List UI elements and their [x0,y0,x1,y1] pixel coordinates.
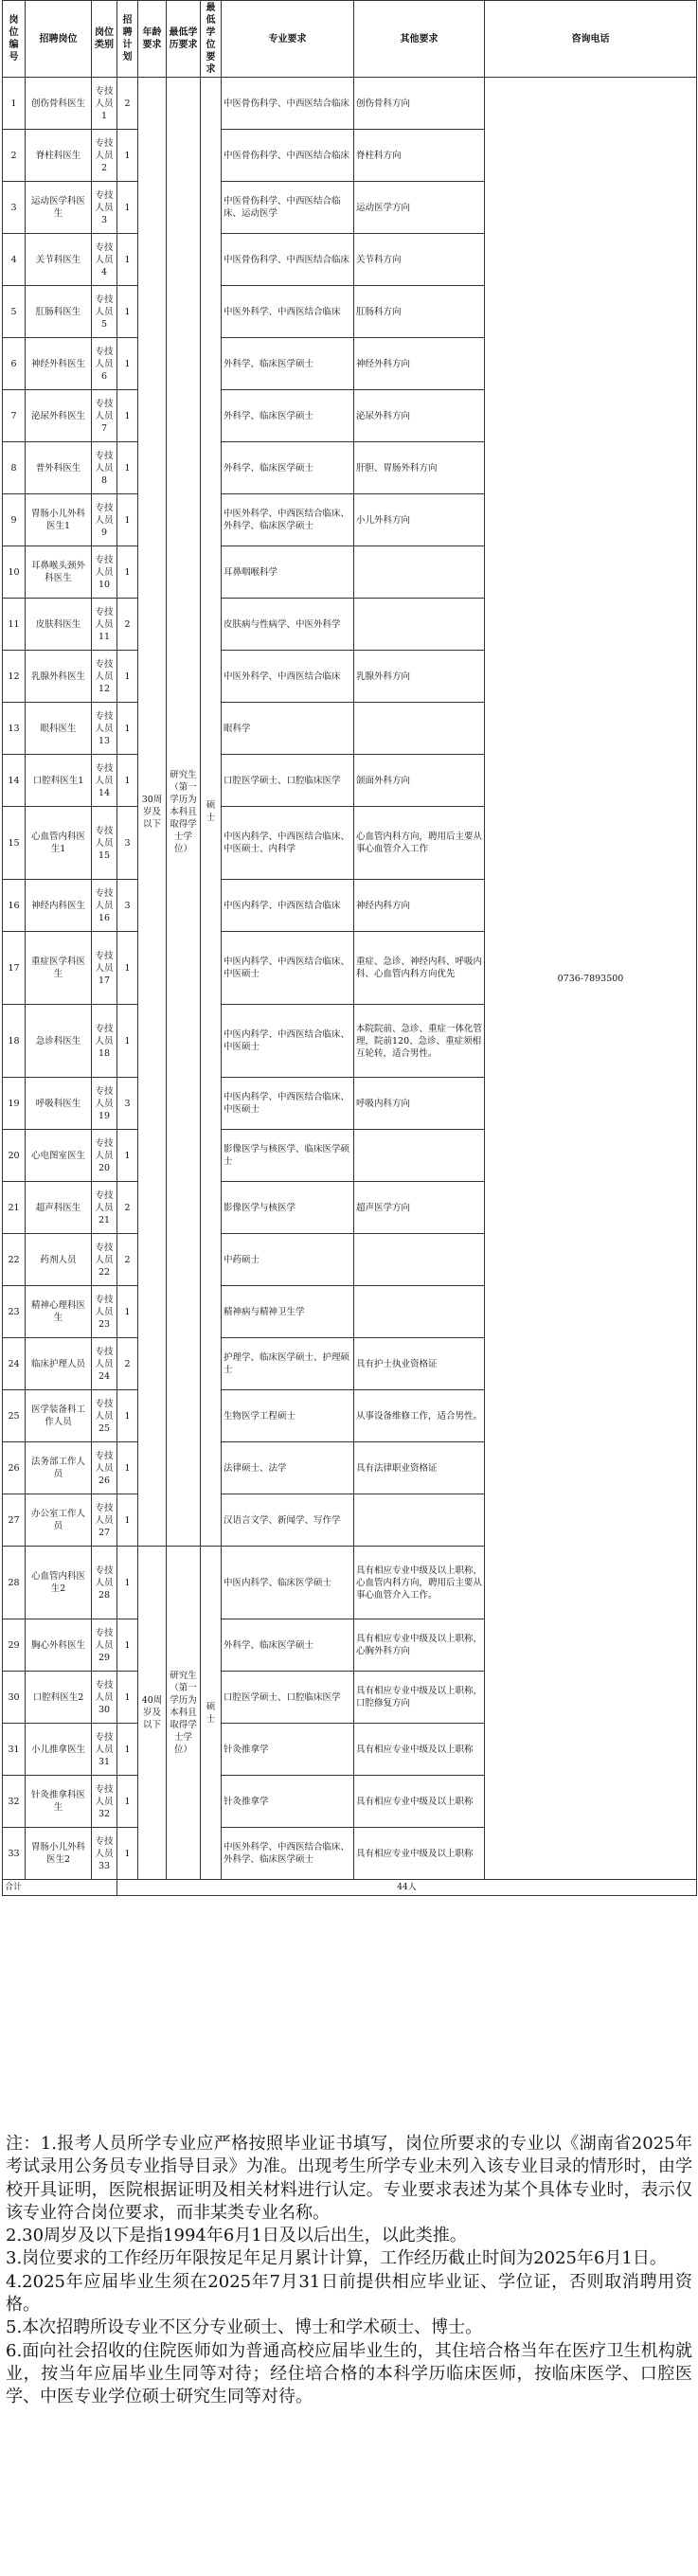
post-name-cell: 口腔科医生1 [26,755,92,807]
post-category-cell: 专技人员6 [92,338,117,390]
post-name-cell: 胸心外科医生 [26,1619,92,1672]
other-requirement-cell: 运动医学方向 [354,182,485,234]
recruit-plan-cell: 1 [117,546,138,599]
total-row [3,1880,697,1896]
post-id-cell: 28 [3,1547,26,1619]
recruit-plan-cell: 1 [117,1724,138,1776]
other-requirement-cell: 肛肠科方向 [354,286,485,338]
recruit-plan-cell: 2 [117,1338,138,1390]
post-id-cell: 2 [3,130,26,182]
header-cell: 专业要求 [222,1,354,78]
post-category-cell: 专技人员21 [92,1182,117,1234]
other-requirement-cell: 创伤骨科方向 [354,78,485,130]
recruit-plan-cell: 1 [117,755,138,807]
other-requirement-cell: 泌尿外科方向 [354,390,485,442]
post-id-cell: 27 [3,1494,26,1547]
recruit-plan-cell: 3 [117,807,138,880]
recruit-plan-cell: 1 [117,932,138,1005]
recruit-plan-cell: 1 [117,286,138,338]
post-category-cell: 专技人员10 [92,546,117,599]
note-paragraph: 5.本次招聘所设专业不区分专业硕士、博士和学术硕士、博士。 [6,2317,483,2338]
post-id-cell: 22 [3,1234,26,1286]
recruit-plan-cell: 3 [117,1078,138,1130]
recruit-plan-cell: 2 [117,1234,138,1286]
post-id-cell: 4 [3,234,26,286]
note-paragraph: 4.2025年应届毕业生须在2025年7月31日前提供相应毕业证、学位证，否则取消聘用资格。 [6,2271,692,2316]
header-cell: 最低学历要求 [167,1,201,78]
post-category-cell: 专技人员16 [92,880,117,932]
other-requirement-cell: 具有护士执业资格证 [354,1338,485,1390]
recruit-plan-cell: 3 [117,880,138,932]
major-requirement-cell: 中医内科学、中西医结合临床、中医硕士、内科学 [222,807,354,880]
other-requirement-cell: 从事设备维修工作，适合男性。 [354,1390,485,1442]
major-requirement-cell: 中医外科学、中西医结合临床、外科学、临床医学硕士 [222,1828,354,1880]
note-paragraph: 注：1.报考人员所学专业应严格按照毕业证书填写，岗位所要求的专业以《湖南省2025年考试录用公务员专业指导目录》为准。出现考生所学专业未列入该专业目录的情形时，由学校开具证明，医院根据证明及相关材料进行认定。专业要求表述为某个具体专业时，表示仅该专业符合岗位要求，而非某类专业名称。 [6,2134,692,2223]
post-category-cell: 专技人员27 [92,1494,117,1547]
post-category-cell: 专技人员26 [92,1442,117,1494]
major-requirement-cell: 中医内科学、中西医结合临床、中医硕士 [222,1078,354,1130]
post-name-cell: 药剂人员 [26,1234,92,1286]
post-category-cell: 专技人员25 [92,1390,117,1442]
recruit-plan-cell: 1 [117,703,138,755]
post-name-cell: 心电图室医生 [26,1130,92,1182]
post-name-cell: 口腔科医生2 [26,1672,92,1724]
major-requirement-cell: 中药硕士 [222,1234,354,1286]
major-requirement-cell: 中医外科学、中西医结合临床 [222,286,354,338]
other-requirement-cell: 具有相应专业中级及以上职称，心胸外科方向 [354,1619,485,1672]
post-category-cell: 专技人员4 [92,234,117,286]
post-name-cell: 脊柱科医生 [26,130,92,182]
recruit-plan-cell: 1 [117,1672,138,1724]
post-name-cell: 心血管内科医生1 [26,807,92,880]
major-requirement-cell: 外科学、临床医学硕士 [222,442,354,494]
major-requirement-cell: 汉语言文学、新闻学、写作学 [222,1494,354,1547]
post-category-cell: 专技人员11 [92,599,117,651]
post-name-cell: 关节科医生 [26,234,92,286]
major-requirement-cell: 眼科学 [222,703,354,755]
post-id-cell: 10 [3,546,26,599]
post-category-cell: 专技人员24 [92,1338,117,1390]
post-name-cell: 肛肠科医生 [26,286,92,338]
post-name-cell: 心血管内科医生2 [26,1547,92,1619]
recruit-plan-cell: 1 [117,1776,138,1828]
degree-requirement-cell: 硕士 [201,1547,222,1880]
post-category-cell: 专技人员1 [92,78,117,130]
post-id-cell: 18 [3,1005,26,1078]
post-category-cell: 专技人员22 [92,1234,117,1286]
header-cell: 其他要求 [354,1,485,78]
major-requirement-cell: 中医骨伤科学、中西医结合临床 [222,78,354,130]
post-id-cell: 24 [3,1338,26,1390]
other-requirement-cell: 肝胆、胃肠外科方向 [354,442,485,494]
major-requirement-cell: 中医内科学、中西医结合临床、中医硕士 [222,932,354,1005]
header-cell: 最低学位要求 [201,1,222,78]
education-requirement-cell: 研究生（第一学历为本科且取得学士学位） [167,78,201,1547]
post-category-cell: 专技人员9 [92,494,117,546]
post-name-cell: 神经外科医生 [26,338,92,390]
other-requirement-cell: 颌面外科方向 [354,755,485,807]
recruit-plan-cell: 1 [117,651,138,703]
major-requirement-cell: 口腔医学硕士、口腔临床医学 [222,755,354,807]
header-cell: 咨询电话 [485,1,697,78]
post-category-cell: 专技人员33 [92,1828,117,1880]
age-requirement-cell: 30周岁及以下 [138,78,167,1547]
post-id-cell: 3 [3,182,26,234]
recruit-plan-cell: 1 [117,1005,138,1078]
other-requirement-cell: 乳腺外科方向 [354,651,485,703]
post-id-cell: 20 [3,1130,26,1182]
age-requirement-cell: 40周岁及以下 [138,1547,167,1880]
other-requirement-cell: 具有法律职业资格证 [354,1442,485,1494]
major-requirement-cell: 外科学、临床医学硕士 [222,390,354,442]
major-requirement-cell: 中医外科学、中西医结合临床 [222,651,354,703]
table-header-row [3,1,697,78]
major-requirement-cell: 中医内科学、临床医学硕士 [222,1547,354,1619]
note-paragraph: 6.面向社会招收的住院医师如为普通高校应届毕业生的，其住培合格当年在医疗卫生机构就业，按当年应届毕业生同等对待；经住培合格的本科学历临床医师，按临床医学、口腔医学、中医专业学位硕士研究生同等对待。 [6,2340,692,2407]
major-requirement-cell: 中医外科学、中西医结合临床、外科学、临床医学硕士 [222,494,354,546]
post-category-cell: 专技人员8 [92,442,117,494]
post-name-cell: 眼科医生 [26,703,92,755]
recruit-plan-cell: 2 [117,1182,138,1234]
other-requirement-cell [354,1286,485,1338]
major-requirement-cell: 影像医学与核医学 [222,1182,354,1234]
post-name-cell: 泌尿外科医生 [26,390,92,442]
post-name-cell: 急诊科医生 [26,1005,92,1078]
education-requirement-cell: 研究生（第一学历为本科且取得学士学位） [167,1547,201,1880]
post-name-cell: 临床护理人员 [26,1338,92,1390]
post-category-cell: 专技人员7 [92,390,117,442]
recruit-plan-cell: 1 [117,1619,138,1672]
post-category-cell: 专技人员29 [92,1619,117,1672]
major-requirement-cell: 法律硕士、法学 [222,1442,354,1494]
post-name-cell: 超声科医生 [26,1182,92,1234]
post-category-cell: 专技人员5 [92,286,117,338]
post-name-cell: 小儿推拿医生 [26,1724,92,1776]
other-requirement-cell: 具有相应专业中级及以上职称 [354,1828,485,1880]
post-category-cell: 专技人员32 [92,1776,117,1828]
post-category-cell: 专技人员3 [92,182,117,234]
post-id-cell: 33 [3,1828,26,1880]
total-label-cell: 合计 [3,1880,117,1896]
recruit-plan-cell: 1 [117,234,138,286]
recruit-plan-cell: 1 [117,442,138,494]
post-id-cell: 12 [3,651,26,703]
other-requirement-cell [354,1494,485,1547]
recruit-plan-cell: 1 [117,1390,138,1442]
major-requirement-cell: 外科学、临床医学硕士 [222,338,354,390]
recruitment-table [2,0,697,1896]
other-requirement-cell: 具有相应专业中级及以上职称 [354,1724,485,1776]
post-name-cell: 法务部工作人员 [26,1442,92,1494]
post-category-cell: 专技人员28 [92,1547,117,1619]
post-category-cell: 专技人员20 [92,1130,117,1182]
notes-section [6,2133,692,2409]
post-category-cell: 专技人员12 [92,651,117,703]
post-name-cell: 针灸推拿科医生 [26,1776,92,1828]
other-requirement-cell: 具有相应专业中级及以上职称，口腔修复方向 [354,1672,485,1724]
major-requirement-cell: 针灸推拿学 [222,1724,354,1776]
post-name-cell: 创伤骨科医生 [26,78,92,130]
recruit-plan-cell: 1 [117,1286,138,1338]
recruit-plan-cell: 1 [117,1130,138,1182]
post-name-cell: 乳腺外科医生 [26,651,92,703]
other-requirement-cell: 呼吸内科方向 [354,1078,485,1130]
other-requirement-cell: 关节科方向 [354,234,485,286]
post-name-cell: 医学装备科工作人员 [26,1390,92,1442]
major-requirement-cell: 中医内科学、中西医结合临床、中医硕士 [222,1005,354,1078]
major-requirement-cell: 精神病与精神卫生学 [222,1286,354,1338]
post-id-cell: 29 [3,1619,26,1672]
recruit-plan-cell: 1 [117,1828,138,1880]
header-cell: 招聘计划 [117,1,138,78]
post-id-cell: 23 [3,1286,26,1338]
post-id-cell: 1 [3,78,26,130]
major-requirement-cell: 皮肤病与性病学、中医外科学 [222,599,354,651]
recruit-plan-cell: 1 [117,1494,138,1547]
other-requirement-cell: 神经内科方向 [354,880,485,932]
post-category-cell: 专技人员2 [92,130,117,182]
post-category-cell: 专技人员18 [92,1005,117,1078]
post-name-cell: 神经内科医生 [26,880,92,932]
header-cell: 招聘岗位 [26,1,92,78]
major-requirement-cell: 外科学、临床医学硕士 [222,1619,354,1672]
major-requirement-cell: 中医内科学、中西医结合临床 [222,880,354,932]
header-cell: 岗位编号 [3,1,26,78]
post-name-cell: 胃肠小儿外科医生1 [26,494,92,546]
other-requirement-cell: 脊柱科方向 [354,130,485,182]
post-id-cell: 21 [3,1182,26,1234]
post-category-cell: 专技人员30 [92,1672,117,1724]
post-category-cell: 专技人员13 [92,703,117,755]
major-requirement-cell: 口腔医学硕士、口腔临床医学 [222,1672,354,1724]
post-name-cell: 耳鼻喉头颈外科医生 [26,546,92,599]
major-requirement-cell: 护理学、临床医学硕士、护理硕士 [222,1338,354,1390]
recruit-plan-cell: 2 [117,78,138,130]
post-id-cell: 16 [3,880,26,932]
other-requirement-cell [354,703,485,755]
post-id-cell: 6 [3,338,26,390]
other-requirement-cell: 本院院前、急诊、重症一体化管理，院前120、急诊、重症须相互轮转，适合男性。 [354,1005,485,1078]
other-requirement-cell: 小儿外科方向 [354,494,485,546]
post-name-cell: 普外科医生 [26,442,92,494]
major-requirement-cell: 针灸推拿学 [222,1776,354,1828]
degree-requirement-cell: 硕士 [201,78,222,1547]
other-requirement-cell: 超声医学方向 [354,1182,485,1234]
post-id-cell: 32 [3,1776,26,1828]
major-requirement-cell: 中医骨伤科学、中西医结合临床 [222,130,354,182]
post-name-cell: 皮肤科医生 [26,599,92,651]
post-category-cell: 专技人员31 [92,1724,117,1776]
other-requirement-cell [354,546,485,599]
other-requirement-cell [354,1234,485,1286]
post-category-cell: 专技人员17 [92,932,117,1005]
post-name-cell: 呼吸科医生 [26,1078,92,1130]
post-id-cell: 14 [3,755,26,807]
post-name-cell: 办公室工作人员 [26,1494,92,1547]
post-id-cell: 9 [3,494,26,546]
post-id-cell: 5 [3,286,26,338]
post-id-cell: 7 [3,390,26,442]
other-requirement-cell: 重症、急诊、神经内科、呼吸内科、心血管内科方向优先 [354,932,485,1005]
major-requirement-cell: 中医骨伤科学、中西医结合临床 [222,234,354,286]
post-name-cell: 胃肠小儿外科医生2 [26,1828,92,1880]
recruit-plan-cell: 1 [117,338,138,390]
recruit-plan-cell: 1 [117,494,138,546]
header-cell: 年龄要求 [138,1,167,78]
recruit-plan-cell: 1 [117,1442,138,1494]
note-paragraph: 3.岗位要求的工作经历年限按足年足月累计计算，工作经历截止时间为2025年6月1日。 [6,2248,667,2269]
recruit-plan-cell: 1 [117,390,138,442]
major-requirement-cell: 中医骨伤科学、中西医结合临床、运动医学 [222,182,354,234]
other-requirement-cell: 具有相应专业中级及以上职称 [354,1776,485,1828]
other-requirement-cell: 心血管内科方向，聘用后主要从事心血管介入工作 [354,807,485,880]
post-name-cell: 运动医学科医生 [26,182,92,234]
post-id-cell: 19 [3,1078,26,1130]
post-id-cell: 13 [3,703,26,755]
post-name-cell: 精神心理科医生 [26,1286,92,1338]
post-id-cell: 31 [3,1724,26,1776]
post-category-cell: 专技人员15 [92,807,117,880]
post-id-cell: 25 [3,1390,26,1442]
post-id-cell: 15 [3,807,26,880]
major-requirement-cell: 耳鼻咽喉科学 [222,546,354,599]
recruit-plan-cell: 1 [117,1547,138,1619]
recruit-plan-cell: 1 [117,130,138,182]
post-name-cell: 重症医学科医生 [26,932,92,1005]
recruit-plan-cell: 1 [117,182,138,234]
major-requirement-cell: 影像医学与核医学、临床医学硕士 [222,1130,354,1182]
major-requirement-cell: 生物医学工程硕士 [222,1390,354,1442]
table-body [3,78,697,1896]
other-requirement-cell: 神经外科方向 [354,338,485,390]
post-id-cell: 26 [3,1442,26,1494]
post-id-cell: 30 [3,1672,26,1724]
post-category-cell: 专技人员19 [92,1078,117,1130]
table-row [3,78,697,130]
note-paragraph: 2.30周岁及以下是指1994年6月1日及以后出生，以此类推。 [6,2226,467,2246]
header-cell: 岗位类别 [92,1,117,78]
other-requirement-cell [354,1130,485,1182]
post-id-cell: 17 [3,932,26,1005]
post-id-cell: 11 [3,599,26,651]
post-category-cell: 专技人员23 [92,1286,117,1338]
total-value-cell: 44人 [117,1880,697,1896]
recruit-plan-cell: 2 [117,599,138,651]
other-requirement-cell [354,599,485,651]
other-requirement-cell: 具有相应专业中级及以上职称，心血管内科方向，聘用后主要从事心血管介入工作。 [354,1547,485,1619]
post-category-cell: 专技人员14 [92,755,117,807]
phone-cell: 0736-7893500 [485,78,697,1880]
post-id-cell: 8 [3,442,26,494]
